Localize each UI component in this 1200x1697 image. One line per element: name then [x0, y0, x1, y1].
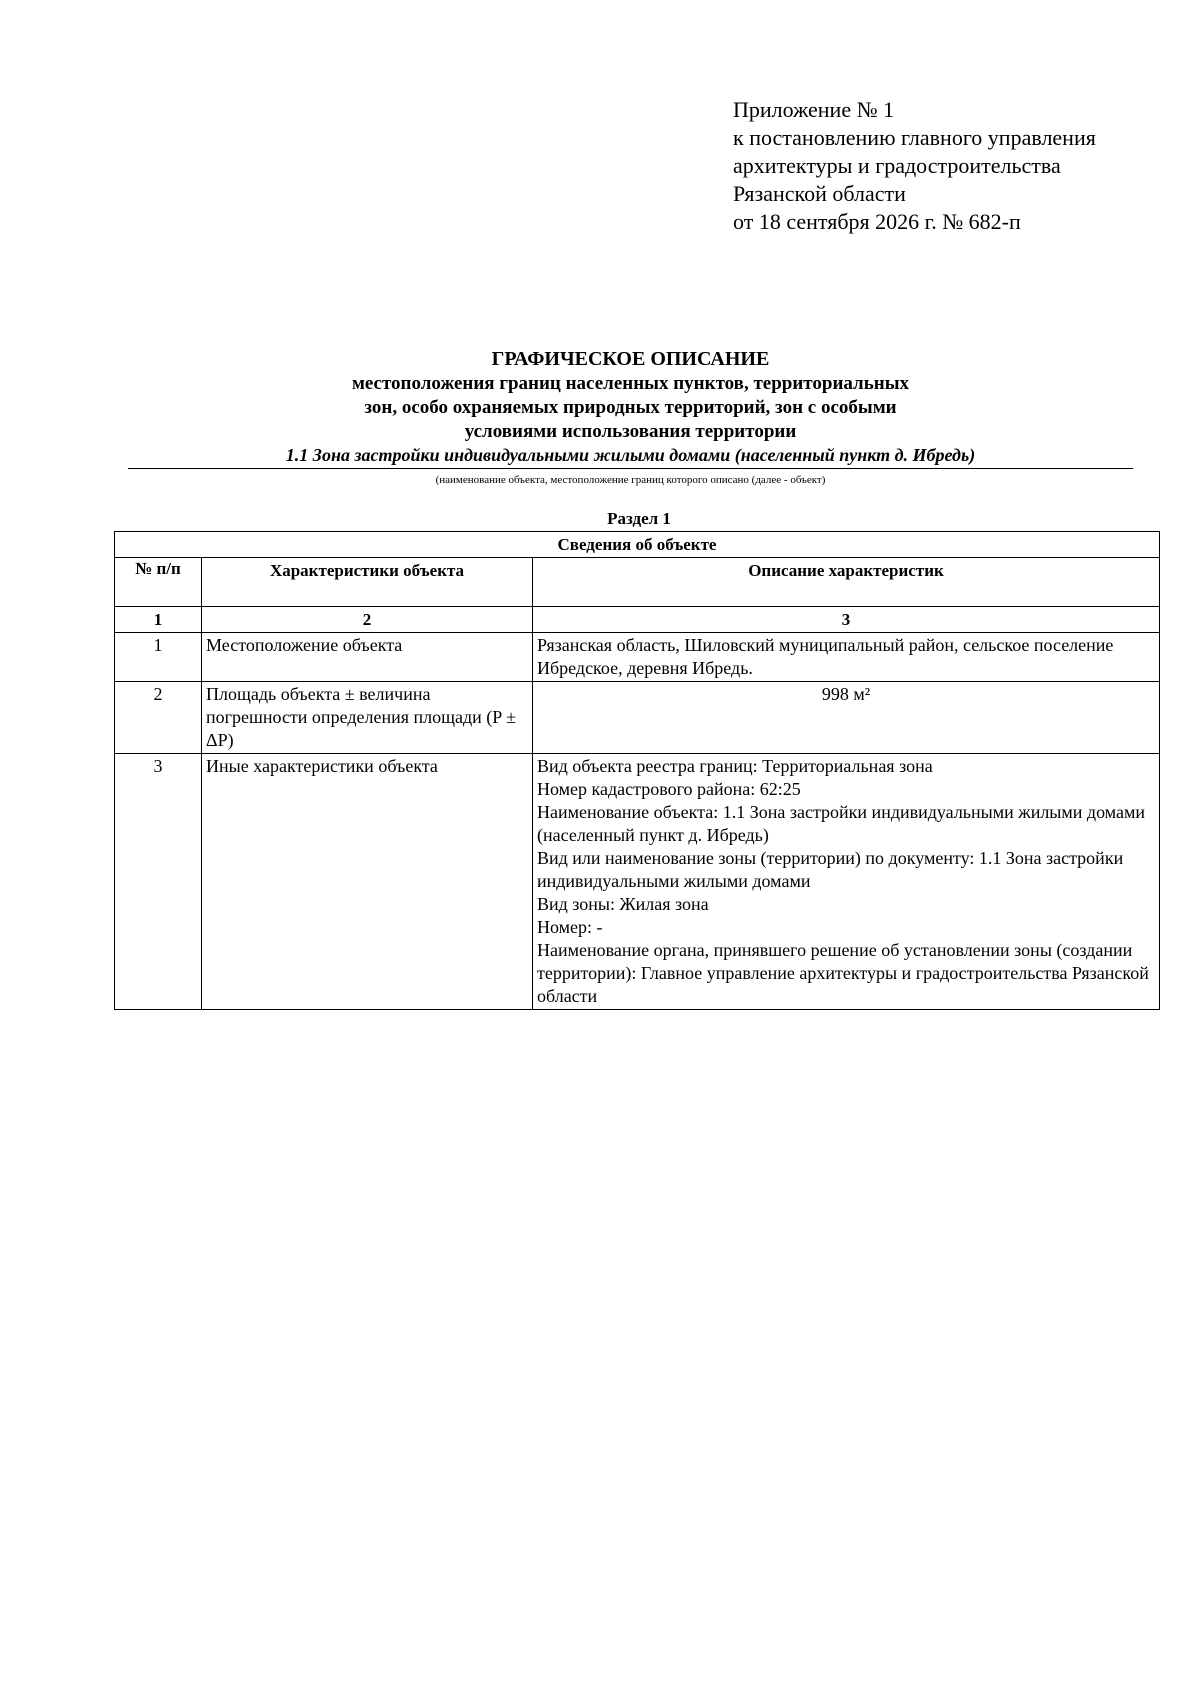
- section-title: Раздел 1: [607, 509, 671, 528]
- annex-line: к постановлению главного управления: [733, 125, 1096, 150]
- description-line: Вид зоны: Жилая зона: [537, 894, 709, 914]
- annex-block: [733, 96, 1173, 236]
- table-caption: Сведения об объекте: [115, 532, 1160, 558]
- row-description: [533, 633, 1160, 682]
- table-row: [115, 754, 1160, 1010]
- column-index: 3: [533, 607, 1160, 633]
- description-line: Номер кадастрового района: 62:25: [537, 779, 801, 799]
- row-description: [533, 754, 1160, 1010]
- description-line: Наименование органа, принявшего решение об установлении зоны (создании территории): Главное управление архитектуры и градостроительства Рязанской области: [537, 940, 1149, 1006]
- description-line: Вид или наименование зоны (территории) по документу: 1.1 Зона застройки индивидуальными жилыми домами: [537, 848, 1124, 891]
- description-line: Вид объекта реестра границ: Территориальная зона: [537, 756, 933, 776]
- description-line: Номер: -: [537, 917, 603, 937]
- column-index: 1: [115, 607, 202, 633]
- row-characteristic: Местоположение объекта: [202, 633, 533, 682]
- subtitle-line: местоположения границ населенных пунктов, территориальных: [351, 373, 910, 394]
- annex-line: Приложение № 1: [733, 97, 895, 122]
- row-num: 1: [115, 633, 202, 682]
- object-name: 1.1 Зона застройки индивидуальными жилыми домами (населенный пункт д. Ибредь): [128, 444, 1133, 469]
- description-line: Рязанская область, Шиловский муниципальный район, сельское поселение Ибредское, деревня Ибредь.: [537, 635, 1114, 678]
- object-info-table: [114, 531, 1160, 1010]
- description-line: Наименование объекта: 1.1 Зона застройки индивидуальными жилыми домами (населенный пункт д. Ибредь): [537, 802, 1146, 845]
- row-description: [533, 682, 1160, 754]
- header-description: Описание характеристик: [533, 558, 1160, 607]
- annex-line: от 18 сентября 2026 г. № 682-п: [733, 209, 1021, 234]
- row-num: 3: [115, 754, 202, 1010]
- heading-block: [128, 346, 1133, 487]
- column-index: 2: [202, 607, 533, 633]
- row-characteristic: Площадь объекта ± величина погрешности определения площади (P ± ΔP): [202, 682, 533, 754]
- annex-line: архитектуры и градостроительства: [733, 153, 1061, 178]
- header-characteristic: Характеристики объекта: [202, 558, 533, 607]
- header-num: № п/п: [115, 558, 202, 607]
- row-characteristic: Иные характеристики объекта: [202, 754, 533, 1010]
- description-line: 998 м²: [821, 684, 871, 704]
- annex-line: Рязанской области: [733, 181, 906, 206]
- document-title: ГРАФИЧЕСКОЕ ОПИСАНИЕ: [491, 348, 770, 370]
- object-caption: (наименование объекта, местоположение границ которого описано (далее - объект): [435, 474, 826, 486]
- row-num: 2: [115, 682, 202, 754]
- subtitle-line: зон, особо охраняемых природных территорий, зон с особыми: [364, 397, 897, 418]
- table-row: [115, 633, 1160, 682]
- subtitle-line: условиями использования территории: [464, 421, 797, 442]
- table-row: [115, 682, 1160, 754]
